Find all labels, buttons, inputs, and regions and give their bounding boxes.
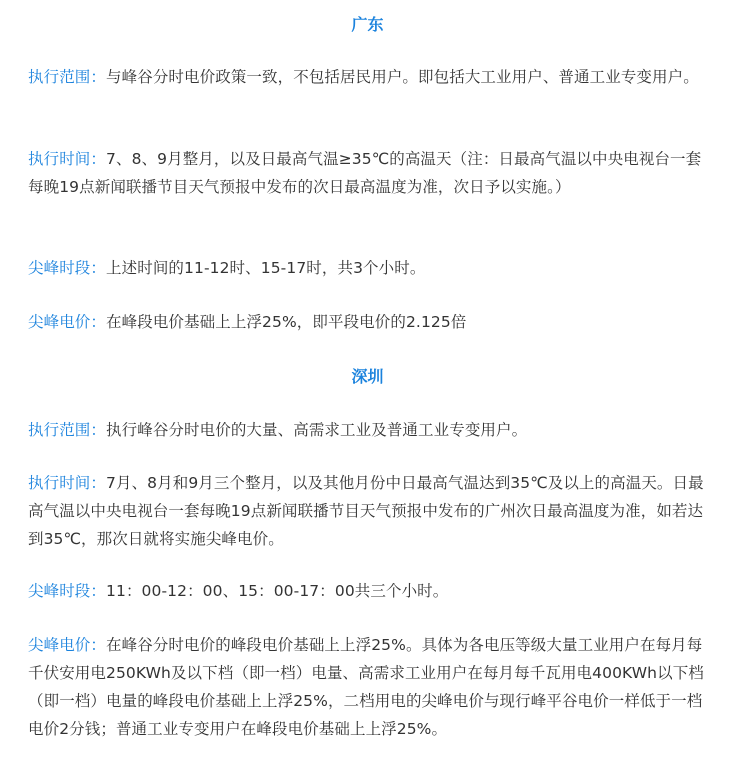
label-scope: 执行范围： [28,68,107,86]
label-sz-peak-hours: 尖峰时段： [28,582,107,600]
text-period: 7、8、9月整月，以及日最高气温≥35℃的高温天（注：日最高气温以中央电视台一套每晚19点新闻联播节目天气预报中发布的次日最高温度为准，次日予以实施。） [28,150,702,196]
label-peak-price: 尖峰电价： [28,313,107,331]
section-heading-shenzhen: 深圳 [351,367,384,386]
text-sz-period: 7月、8月和9月三个整月，以及其他月份中日最高气温达到35℃及以上的高温天。日最高气温以中央电视台一套每晚19点新闻联播节目天气预报中发布的广州次日最高温度为准，如若达到35℃，那次日就将实施尖峰电价。 [28,474,704,548]
label-period: 执行时间： [28,150,107,168]
text-scope: 与峰谷分时电价政策一致，不包括居民用户。即包括大工业用户、普通工业专变用户。 [106,68,699,86]
text-sz-scope: 执行峰谷分时电价的大量、高需求工业及普通工业专变用户。 [106,421,528,439]
paragraph-sz-scope [28,416,707,444]
section-heading-guangdong: 广东 [351,15,384,34]
text-sz-peak-price: 在峰谷分时电价的峰段电价基础上上浮25%。具体为各电压等级大量工业用户在每月每千伏安用电250KWh及以下档（即一档）电量、高需求工业用户在每月每千瓦用电400KWh以下档（即一档）电量的峰段电价基础上上浮25%，二档用电的尖峰电价与现行峰平谷电价一样低于一档电价2分钱；普通工业专变用户在峰段电价基础上上浮25%。 [28,636,704,738]
label-sz-scope: 执行范围： [28,421,107,439]
paragraph-period [28,145,707,201]
paragraph-scope [28,63,707,91]
label-sz-period: 执行时间： [28,474,107,492]
paragraph-peak-hours [28,254,707,282]
label-peak-hours: 尖峰时段： [28,259,107,277]
paragraph-peak-price [28,308,707,336]
text-sz-peak-hours: 11：00-12：00、15：00-17：00共三个小时。 [106,582,449,600]
paragraph-sz-peak-hours [28,577,707,605]
paragraph-sz-peak-price [28,631,707,743]
text-peak-price: 在峰段电价基础上上浮25%，即平段电价的2.125倍 [106,313,467,331]
label-sz-peak-price: 尖峰电价： [28,636,107,654]
paragraph-sz-period [28,469,707,553]
text-peak-hours: 上述时间的11-12时、15-17时，共3个小时。 [106,259,426,277]
